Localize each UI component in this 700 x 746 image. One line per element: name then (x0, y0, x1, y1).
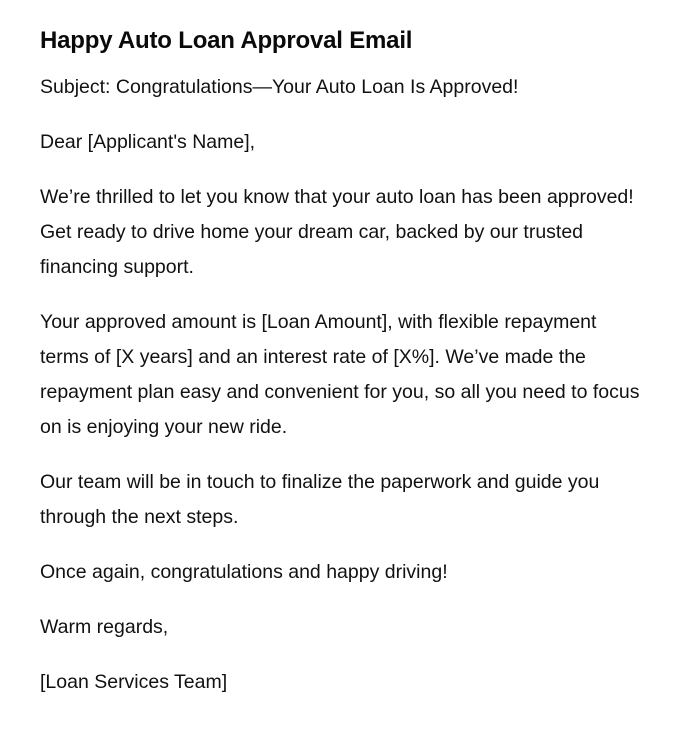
email-paragraph-terms: Your approved amount is [Loan Amount], with flexible repayment terms of [X years] and an interest rate of [X%]. We’ve made the repayment plan easy and convenient for you, so all you need to focus on is enjoying your new ride. (40, 311, 640, 438)
email-paragraph-congrats: Once again, congratulations and happy driving! (40, 561, 448, 583)
email-paragraph-intro: We’re thrilled to let you know that your auto loan has been approved! Get ready to drive home your dream car, backed by our trusted financing support. (40, 186, 634, 278)
email-salutation: Dear [Applicant's Name], (40, 131, 256, 153)
document-title: Happy Auto Loan Approval Email (40, 27, 413, 54)
email-subject: Subject: Congratulations—Your Auto Loan Is Approved! (40, 76, 519, 98)
email-closing: Warm regards, (40, 616, 169, 638)
email-signature: [Loan Services Team] (40, 671, 228, 693)
email-paragraph-next-steps: Our team will be in touch to finalize the paperwork and guide you through the next steps. (40, 471, 600, 528)
